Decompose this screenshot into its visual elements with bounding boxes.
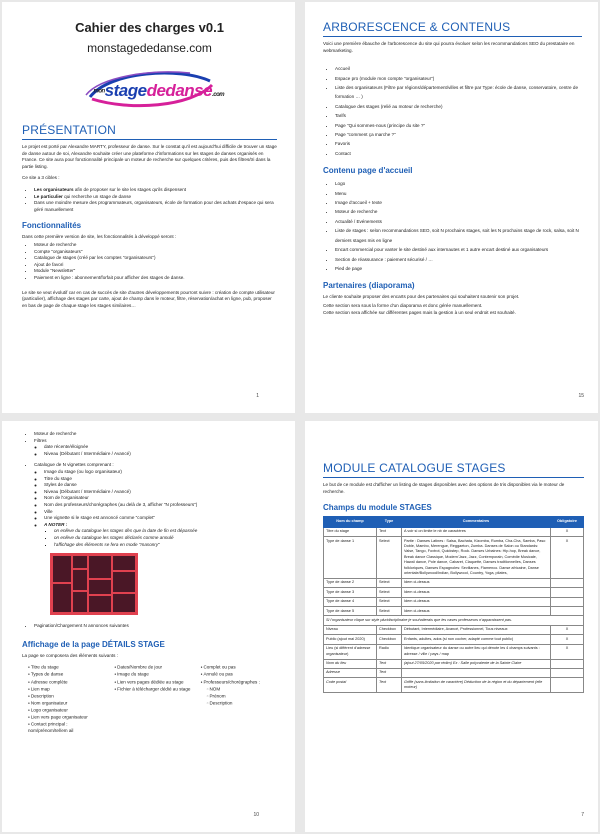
list-item: ◦ A NOTER : ▪ on enlève du catalogue les stages dès que la date de fin est dépassée ▪ on enlève du catalogue les stages déclarés comme annulé ▪ l'affichage des éléments se fera en mode "masonry" [44,522,277,548]
heading-fonctionnalites: Fonctionnalités [22,221,82,231]
table-row: Titre du stage Text A voir si on limite le nb de caractères X [324,527,584,536]
catalogue-list [22,431,277,548]
heading-arborescence: ARBORESCENCE & CONTENUS [323,20,582,37]
list-item: • Filtres ◦ date récente/éloignée ◦ Niveau (Débutant / Intermédiaire / Avancé) [34,438,277,458]
pagination-list [22,623,277,630]
list-item: ◦ Nom de l'organisateur [44,495,277,502]
page-number: 15 [578,393,584,399]
list-item: • Image d'accueil + texte [335,198,582,207]
list-item: • Tarifs [335,111,582,120]
list-item: ● Description [28,693,104,700]
table-row: Type de danse 4 Select Idem ci-dessus [324,597,584,606]
page-1 [2,2,295,413]
list-item: • Les organisateurs afin de proposer sur le site les stages qu'ils dispensent [34,187,277,194]
table-row: Niveau Checkbox Débutant, Intermédiaire, Avancé, Professionnel, Tous niveaux X [324,625,584,634]
list-item: • Dans une moindre mesure des programmateurs, organisateurs, école de formation pour des achats d'espace qui sera géré manuellement [34,200,277,213]
list-item: • Le particulier qui recherche un stage de danse [34,194,277,201]
list-item: • Pied de page [335,264,582,273]
page-3 [2,421,295,832]
list-item: • Liste de stages : selon recommandations SEO, soit N prochains stages, soit les N prochains stage de rock, salsa, soit N derniers stages mis en ligne [335,226,582,245]
table-header: Commentaires [402,517,551,527]
page-number: 10 [253,812,259,818]
list-item: ● Adresse complète [28,679,104,686]
list-item: • Encart commercial pour vanter le site destiné aux internautes et 1 autre encart destiné aux organisateurs [335,245,582,254]
list-item: ◦ Titre du stage [44,476,277,483]
list-item: ● Nom organisateur [28,700,104,707]
table-row: Code postal Text Griffe (sans limitation de caractère) Déduction de la région et du département (elle moteur) [324,678,584,693]
list-item: ◦ Ville [44,509,277,516]
heading-module-catalogue: MODULE CATALOGUE STAGES [323,461,584,478]
list-item: ● Titre du stage [28,664,104,671]
list-item: • Actualité / Evénements [335,217,582,226]
page-2 [305,2,598,413]
list-item: ● Fichier à télécharger dédié au stage [114,686,190,693]
list-item: ○ Prénom [201,693,277,700]
list-item: • Compte "organisateurs" [34,249,277,256]
heading-partenaires: Partenaires (diaporama) [323,281,415,291]
list-item: ◦ Niveau (Débutant / Intermédiaire / Avancé) [44,451,277,458]
cibles-intro: Ce site a 3 cibles : [22,175,60,181]
logo-wordmark: monstagededanse.com [93,81,225,100]
cibles-list [22,187,277,213]
detail-column-1 [22,664,104,740]
list-item: ● Lien vers page organisateur [28,714,104,721]
partenaires-p3: Cette section sera affichée sur différentes pages mais la gestion à un seul endroit est souhaité. [323,309,516,315]
table-header-row [324,517,584,527]
detail-columns [22,664,277,740]
arbo-intro: Voici une première ébauche de l'arborescence du site qui pourra évoluer selon les recommandations SEO du prestataire en webmarketing. [323,41,575,53]
fonc-intro: Dans cette première version de site, les fonctionnalités à développé seront : [22,234,177,240]
list-item: • Moteur de recherche [34,431,277,438]
list-item: • Moteur de recherche [34,242,277,249]
list-item: ● Lien vers pages dédiée au stage [114,679,190,686]
module-intro: Le but de ce module est d'afficher un listing de stages disponibles avec des options de tris disponibles via le moteur de recherche. [323,482,565,494]
table-row: Type de danse 2 Select Idem ci-dessus [324,578,584,587]
list-item: • Espace pro (module mon compte "organisateur") [335,74,582,83]
list-item: • Accueil [335,64,582,73]
heading-presentation: PRÉSENTATION [22,123,277,140]
list-item: ◦ Nom des professeurs/chorégraphes (au delà de 3, afficher "N professeurs") [44,502,277,509]
list-item: ▪ l'affichage des éléments se fera en mode "masonry" [54,542,277,549]
partenaires-p2: Cette section sera sous la forme d'un diaporama et donc gérée manuellement. [323,302,483,308]
table-row: Type de danse 1 Select Partie : Danses Latines : Salsa, Bachata, Kizomba, Rumba, Cha-Cha, Samba, Paso Doble, Mambo, Merengue, Reggaeton, Zumba. Danses de Salon ou Standards: Valse, Tango, Foxtrot, Quickstep, Rock. Danses Urbaines: Hip-hop, Break dance, Break dance Classique, Modern'Jazz, Jazz, Contemporain, Comédie Musicale, Hawaï dance, Pole dance, Cabaret, Claquette, Danses traditionnelles, Danses folkloriques, Danses Espagnoles: Sevillanes, Flamenco. Danse africaine, Danse orientale/Bollywood/Indian, Bollywood, Country, Yoga, pilates, X [324,537,584,579]
list-item: ● Annulé ou pas [201,671,277,678]
list-item: • Section de réassurance : paiement sécurisé / … [335,255,582,264]
table-row: Type de danse 5 Select Idem ci-dessus [324,607,584,616]
table-header: Obligatoire [551,517,584,527]
list-item: • Catalogue de N vignettes comprenant : ◦ Image du stage (ou logo organisateur) ◦ Titre du stage ◦ Styles de danse ◦ Niveau (Débutant / Intermédiaire / Avancé) ◦ Nom de l'organisateur ◦ Nom des professeurs/chorégraphes (au delà de 3, afficher "N professeurs") ◦ Ville ◦ Une vignette si le stage est annoncé comme "complet" ◦ A NOTER : ▪ on enlève du catalogue les stages dès que la date de fin est dépassée ▪ on enlève du catalogue les stages déclarés comme annulé ▪ l'affichage des éléments se fera en mode "masonry" [34,462,277,548]
fields-table [323,516,584,693]
list-item: ◦ Image du stage (ou logo organisateur) [44,469,277,476]
table-header: Nom du champ [324,517,377,527]
list-item: • Pagination/Chargement N annonces suivantes [34,623,277,630]
table-header: Type [377,517,402,527]
detail-column-2 [108,664,190,740]
list-item: ○ Description [201,700,277,707]
page-number: 7 [581,812,584,818]
list-item: ● Dates/Nombre de jour [114,664,190,671]
list-item: • Ajout de favori [34,262,277,269]
list-item: • Moteur de recherche [335,207,582,216]
list-item: ○ NOM [201,686,277,693]
page-number: 1 [256,393,259,399]
list-item: ● Lien map [28,686,104,693]
site-logo [70,67,230,113]
list-item: • Contact [335,149,582,158]
list-item: ● Types de danse [28,671,104,678]
list-item: ● Professeurs/chorégraphes : [201,679,277,686]
list-item: • Menu [335,189,582,198]
table-row: Adresse Text [324,668,584,677]
heading-champs-module: Champs du module STAGES [323,503,432,513]
table-row: Si l'organisateur clique sur style pluridisciplinaire je souhaiterais que les cases professeurs n'apparaissent pas. [324,616,584,625]
list-item: • Paiement en ligne : abonnement/forfait pour afficher des stages de danse. [34,275,277,282]
list-item: • Liste des organisateurs (Filtre par régions/département/villes et filtre par Type: école de danse, conservatoire, centre de formation … ) [335,83,582,102]
outro-paragraph: Le site se veut évolutif car en cas de succès de site d'autres développements pourront suivre : création de compte utilisateur (particulier), affichage des stages par carte, ajout de champ dans le moteur, filtre, réservation/achat en ligne, pub, proposer en bas de page de chaque stage les stages similaires… [22,289,275,308]
list-item: • Logo [335,179,582,188]
list-item: ● Complet ou pas [201,664,277,671]
page-4 [305,421,598,832]
heading-contenu-accueil: Contenu page d'accueil [323,166,413,176]
list-item: ▪ on enlève du catalogue les stages déclarés comme annulé [54,535,277,542]
fonc-list [22,242,277,282]
list-item: ◦ Une vignette si le stage est annoncé comme "complet" [44,515,277,522]
list-item: ◦ date récente/éloignée [44,444,277,451]
detail-intro: La page se composera des éléments suivants : [22,652,119,658]
list-item: • Page "comment ça marche ?" [335,130,582,139]
document-title: Cahier des charges v0.1 [75,20,224,35]
list-item: • Catalogue de stages (créé par les comptes "organisateurs") [34,255,277,262]
detail-column-3 [195,664,277,740]
table-row: Public (ajout mai 2020) Checkbox Enfants, adultes, ados (si non cocher, adapté comme tout public) X [324,635,584,644]
document-subtitle: monstagededanse.com [87,41,212,55]
table-row: Nom du lieu Text (ajout 27/05/2020 par rédim) Ex : Salle polyvalente de la Sainte Claire [324,659,584,668]
list-item: • Catalogue des stages (relié au moteur de recherche) [335,102,582,111]
arbo-list [323,64,582,158]
masonry-example-image [50,553,138,615]
list-item: ◦ Styles de danse [44,482,277,489]
list-item: • Favoris [335,139,582,148]
partenaires-p1: Le cliente souhaite proposer des encarts pour des partenaires qui souhaitent soutenir son projet. [323,294,520,300]
table-row: Type de danse 3 Select Idem ci-dessus [324,588,584,597]
contenu-list [323,179,582,273]
list-item: • Module "Newsletter" [34,268,277,275]
list-item: ● Logo organisateur [28,707,104,714]
list-item: ● Image du stage [114,671,190,678]
list-item: • Page "Qui sommes-nous (principe du site ?" [335,121,582,130]
heading-details-stage: Affichage de la page DÉTAILS STAGE [22,639,165,649]
intro-paragraph: Le projet est porté par Alexandre MARTY, professeur de danse. Sur le constat qu'il est aujourd'hui difficile de trouver un stage de danse autour de soi, Alexandre souhaite créer une plateforme d'informations sur les stages de danses organisés en France. Ce site aura pour fonctionnalité principale un moteur de recherche sur quelques critères, puis des filtres/tri dans la partie listing. [22,144,277,169]
list-item: ▪ on enlève du catalogue les stages dès que la date de fin est dépassée [54,528,277,535]
list-item: ● Contact principal : nom/prénom/tel/em ail [28,721,104,735]
list-item: ◦ Niveau (Débutant / Intermédiaire / Avancé) [44,489,277,496]
table-row: Lieu (si différent d'adresse organisateur) Radio Identique organisateur du danse ou autre lieu qui dénote les 4 champs suivants : adresse / ville / pays / map X [324,644,584,659]
